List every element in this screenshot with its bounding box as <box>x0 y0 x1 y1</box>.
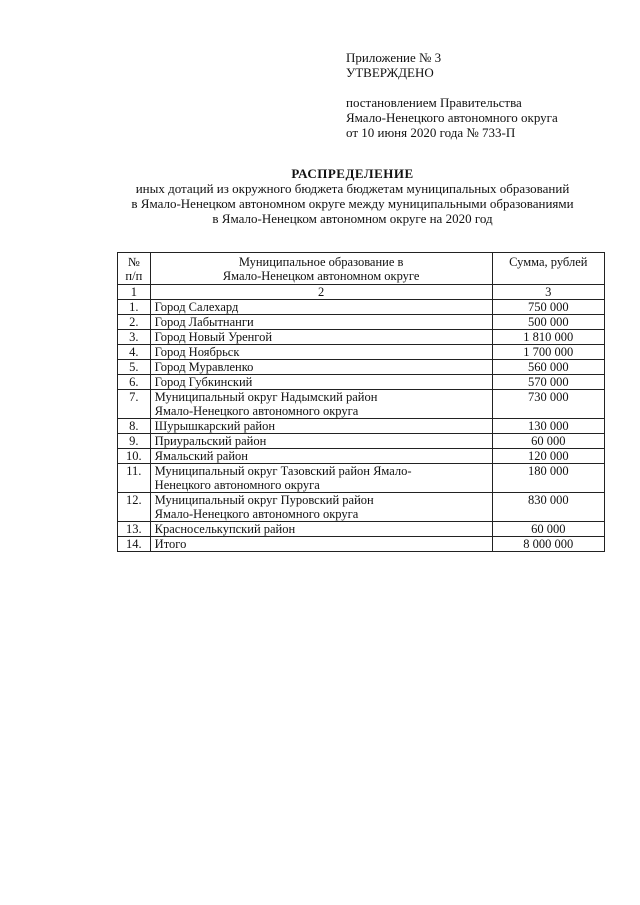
index-row <box>118 285 605 300</box>
table-row <box>118 419 605 434</box>
municipality-line-1: Город Лабытнанги <box>154 315 254 329</box>
row-sum: 180 000 <box>492 464 604 493</box>
row-sum: 750 000 <box>492 300 604 315</box>
row-municipality <box>150 345 492 360</box>
row-sum: 60 000 <box>492 434 604 449</box>
row-number: 12. <box>118 493 151 522</box>
municipality-line-1: Итого <box>154 537 187 551</box>
header-sum: Сумма, рублей <box>492 253 604 285</box>
municipality-line-1: Город Салехард <box>154 300 239 314</box>
decree-line-1: постановлением Правительства <box>346 95 522 110</box>
row-sum: 830 000 <box>492 493 604 522</box>
municipality-line-1: Муниципальный округ Тазовский район Ямало- <box>154 464 412 478</box>
row-number: 6. <box>118 375 151 390</box>
table-row <box>118 493 605 522</box>
row-sum: 1 810 000 <box>492 330 604 345</box>
row-number: 8. <box>118 419 151 434</box>
table-row <box>118 522 605 537</box>
municipality-line-1: Город Ноябрьск <box>154 345 240 359</box>
table-row <box>118 330 605 345</box>
municipality-line-1: Город Новый Уренгой <box>154 330 273 344</box>
row-number: 5. <box>118 360 151 375</box>
table-row <box>118 434 605 449</box>
row-municipality <box>150 493 492 522</box>
row-number: 9. <box>118 434 151 449</box>
municipality-line-2: Ямало-Ненецкого автономного округа <box>154 404 359 418</box>
municipality-line-1: Шурышкарский район <box>154 419 276 433</box>
header-name <box>150 253 492 285</box>
row-municipality <box>150 300 492 315</box>
header-name-line2: Ямало-Ненецком автономном округе <box>222 269 420 283</box>
row-municipality <box>150 360 492 375</box>
table-row <box>118 449 605 464</box>
decree-line-3: от 10 июня 2020 года № 733-П <box>346 125 516 140</box>
table-row <box>118 390 605 419</box>
row-number: 2. <box>118 315 151 330</box>
title-line-3: в Ямало-Ненецком автономном округе на 2020 год <box>212 211 493 226</box>
row-municipality <box>150 419 492 434</box>
index-cell-1: 1 <box>118 285 151 300</box>
municipality-line-1: Город Губкинский <box>154 375 253 389</box>
distribution-table <box>117 252 605 552</box>
row-municipality <box>150 375 492 390</box>
row-number: 10. <box>118 449 151 464</box>
row-municipality <box>150 522 492 537</box>
row-municipality <box>150 464 492 493</box>
row-municipality <box>150 434 492 449</box>
title-line-2: в Ямало-Ненецком автономном округе между муниципальными образованиями <box>131 196 574 211</box>
row-sum: 120 000 <box>492 449 604 464</box>
municipality-line-2: Ненецкого автономного округа <box>154 478 320 492</box>
row-sum: 60 000 <box>492 522 604 537</box>
approved-label: УТВЕРЖДЕНО <box>346 65 434 80</box>
row-number: 13. <box>118 522 151 537</box>
row-number: 14. <box>118 537 151 552</box>
approval-header <box>346 50 558 140</box>
row-sum: 560 000 <box>492 360 604 375</box>
row-municipality <box>150 537 492 552</box>
municipality-line-1: Приуральский район <box>154 434 267 448</box>
table-row <box>118 345 605 360</box>
table-row <box>118 375 605 390</box>
municipality-line-1: Муниципальный округ Пуровский район <box>154 493 374 507</box>
row-municipality <box>150 390 492 419</box>
table-row <box>118 315 605 330</box>
municipality-line-1: Муниципальный округ Надымский район <box>154 390 378 404</box>
municipality-line-1: Город Муравленко <box>154 360 254 374</box>
table-row <box>118 360 605 375</box>
header-num-line2: п/п <box>125 269 143 283</box>
document-title <box>0 166 640 226</box>
table-row <box>118 300 605 315</box>
row-sum: 1 700 000 <box>492 345 604 360</box>
index-cell-2: 2 <box>150 285 492 300</box>
municipality-line-1: Красноселькупский район <box>154 522 296 536</box>
row-number: 3. <box>118 330 151 345</box>
row-number: 4. <box>118 345 151 360</box>
header-num <box>118 253 151 285</box>
municipality-line-2: Ямало-Ненецкого автономного округа <box>154 507 359 521</box>
row-number: 11. <box>118 464 151 493</box>
row-municipality <box>150 449 492 464</box>
table-row <box>118 464 605 493</box>
table-header-row <box>118 253 605 285</box>
row-sum: 130 000 <box>492 419 604 434</box>
row-sum: 8 000 000 <box>492 537 604 552</box>
index-cell-3: 3 <box>492 285 604 300</box>
header-num-line1: № <box>127 255 140 269</box>
appendix-label: Приложение № 3 <box>346 50 442 65</box>
decree-line-2: Ямало-Ненецкого автономного округа <box>346 110 558 125</box>
row-sum: 730 000 <box>492 390 604 419</box>
row-sum: 500 000 <box>492 315 604 330</box>
row-number: 7. <box>118 390 151 419</box>
title-heading: РАСПРЕДЕЛЕНИЕ <box>291 166 414 181</box>
table-row <box>118 537 605 552</box>
row-sum: 570 000 <box>492 375 604 390</box>
row-municipality <box>150 330 492 345</box>
title-line-1: иных дотаций из окружного бюджета бюджетам муниципальных образований <box>135 181 570 196</box>
table-body <box>118 285 605 552</box>
municipality-line-1: Ямальский район <box>154 449 248 463</box>
header-name-line1: Муниципальное образование в <box>238 255 404 269</box>
row-municipality <box>150 315 492 330</box>
row-number: 1. <box>118 300 151 315</box>
